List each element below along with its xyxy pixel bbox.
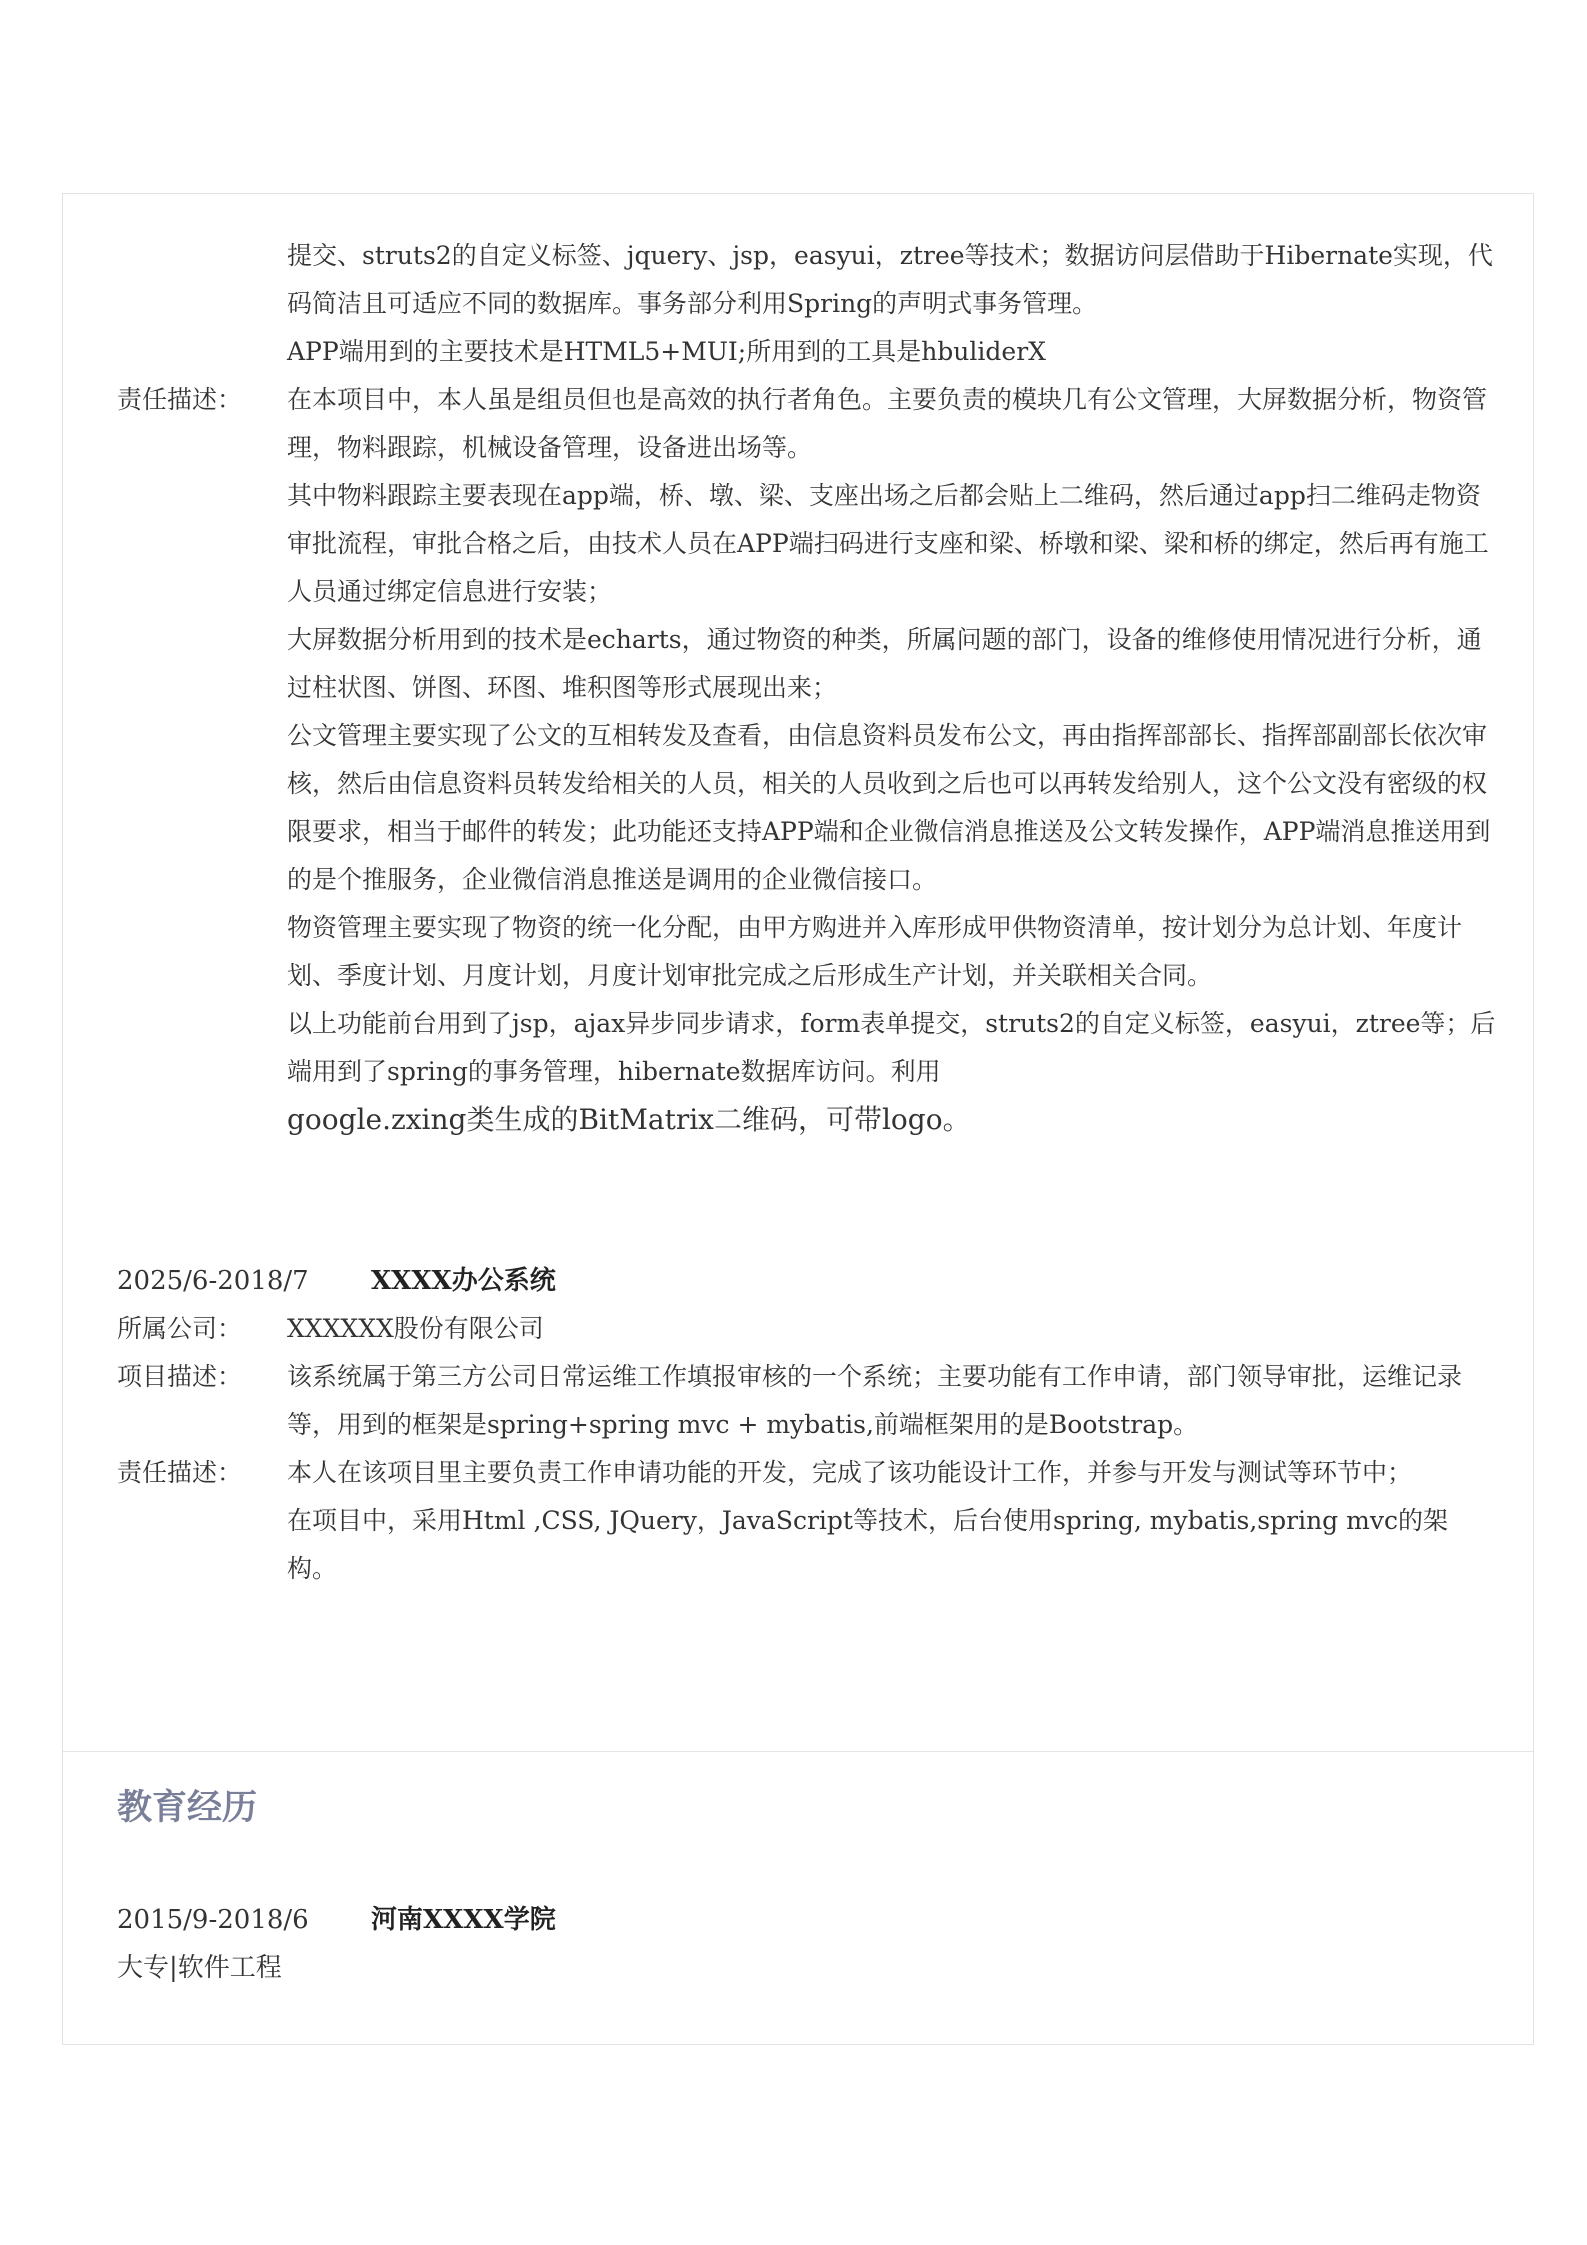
school-name: 河南XXXX学院: [371, 1905, 556, 1935]
project-date: 2025/6-2018/7: [117, 1266, 309, 1296]
resume-card: [62, 193, 1534, 2045]
company-label: 所属公司：: [117, 1314, 243, 1343]
responsibility-paragraph: 大屏数据分析用到的技术是echarts，通过物资的种类，所属问题的部门，设备的维修使用情况进行分析，通过柱状图、饼图、环图、堆积图等形式展现出来；: [287, 625, 1482, 702]
responsibility-label: 责任描述：: [117, 385, 243, 414]
project-1-tech-row: [117, 232, 1497, 376]
education-entry: [117, 1896, 556, 1992]
responsibility-paragraph-last: google.zxing类生成的BitMatrix二维码，可带logo。: [287, 1103, 971, 1136]
responsibility-label: 责任描述：: [117, 1458, 243, 1487]
section-divider: [63, 1751, 1533, 1752]
project-1: [117, 232, 1497, 1144]
project-2-header: [117, 1257, 1497, 1305]
tech-paragraph: APP端用到的主要技术是HTML5+MUI;所用到的工具是hbuliderX: [287, 337, 1046, 366]
project-2: [117, 1257, 1497, 1593]
responsibility-paragraph: 其中物料跟踪主要表现在app端，桥、墩、梁、支座出场之后都会贴上二维码，然后通过app扫二维码走物资审批流程，审批合格之后，由技术人员在APP端扫码进行支座和梁、桥墩和梁、梁和桥的绑定，然后再有施工人员通过绑定信息进行安装；: [287, 481, 1489, 606]
description-value: 该系统属于第三方公司日常运维工作填报审核的一个系统；主要功能有工作申请，部门领导审批，运维记录等，用到的框架是spring+spring mvc + mybatis,前端框架用的是Bootstrap。: [287, 1362, 1463, 1439]
responsibility-paragraph: 公文管理主要实现了公文的互相转发及查看，由信息资料员发布公文，再由指挥部部长、指挥部副部长依次审核，然后由信息资料员转发给相关的人员，相关的人员收到之后也可以再转发给别人，这个公文没有密级的权限要求，相当于邮件的转发；此功能还支持APP端和企业微信消息推送及公文转发操作，APP端消息推送用到的是个推服务，企业微信消息推送是调用的企业微信接口。: [287, 721, 1491, 894]
responsibility-paragraph: 本人在该项目里主要负责工作申请功能的开发，完成了该功能设计工作，并参与开发与测试等环节中；: [287, 1458, 1413, 1487]
description-row: [117, 1353, 1497, 1449]
company-value: XXXXXX股份有限公司: [287, 1314, 544, 1343]
project-1-responsibility-row: [117, 376, 1497, 1144]
description-label: 项目描述：: [117, 1362, 243, 1391]
tech-paragraph: 提交、struts2的自定义标签、jquery、jsp，easyui，ztree等技术；数据访问层借助于Hibernate实现，代码简洁且可适应不同的数据库。事务部分利用Spring的声明式事务管理。: [287, 241, 1493, 318]
responsibility-paragraph: 在项目中，采用Html ,CSS, JQuery，JavaScript等技术，后台使用spring, mybatis,spring mvc的架构。: [287, 1506, 1448, 1583]
company-row: [117, 1305, 1497, 1353]
education-date: 2015/9-2018/6: [117, 1905, 309, 1935]
degree-major: 大专|软件工程: [117, 1953, 282, 1983]
education-header: [117, 1896, 556, 1944]
education-section-title: 教育经历: [117, 1788, 258, 1828]
responsibility-paragraph: 以上功能前台用到了jsp，ajax异步同步请求，form表单提交，struts2的自定义标签，easyui，ztree等；后端用到了spring的事务管理，hibernate数据库访问。利用: [287, 1009, 1496, 1086]
responsibility-paragraph: 物资管理主要实现了物资的统一化分配，由甲方购进并入库形成甲供物资清单，按计划分为总计划、年度计划、季度计划、月度计划，月度计划审批完成之后形成生产计划，并关联相关合同。: [287, 913, 1463, 990]
responsibility-row: [117, 1449, 1497, 1593]
responsibility-paragraph: 在本项目中，本人虽是组员但也是高效的执行者角色。主要负责的模块几有公文管理，大屏数据分析，物资管理，物料跟踪，机械设备管理，设备进出场等。: [287, 385, 1488, 462]
project-name: XXXX办公系统: [371, 1266, 556, 1296]
